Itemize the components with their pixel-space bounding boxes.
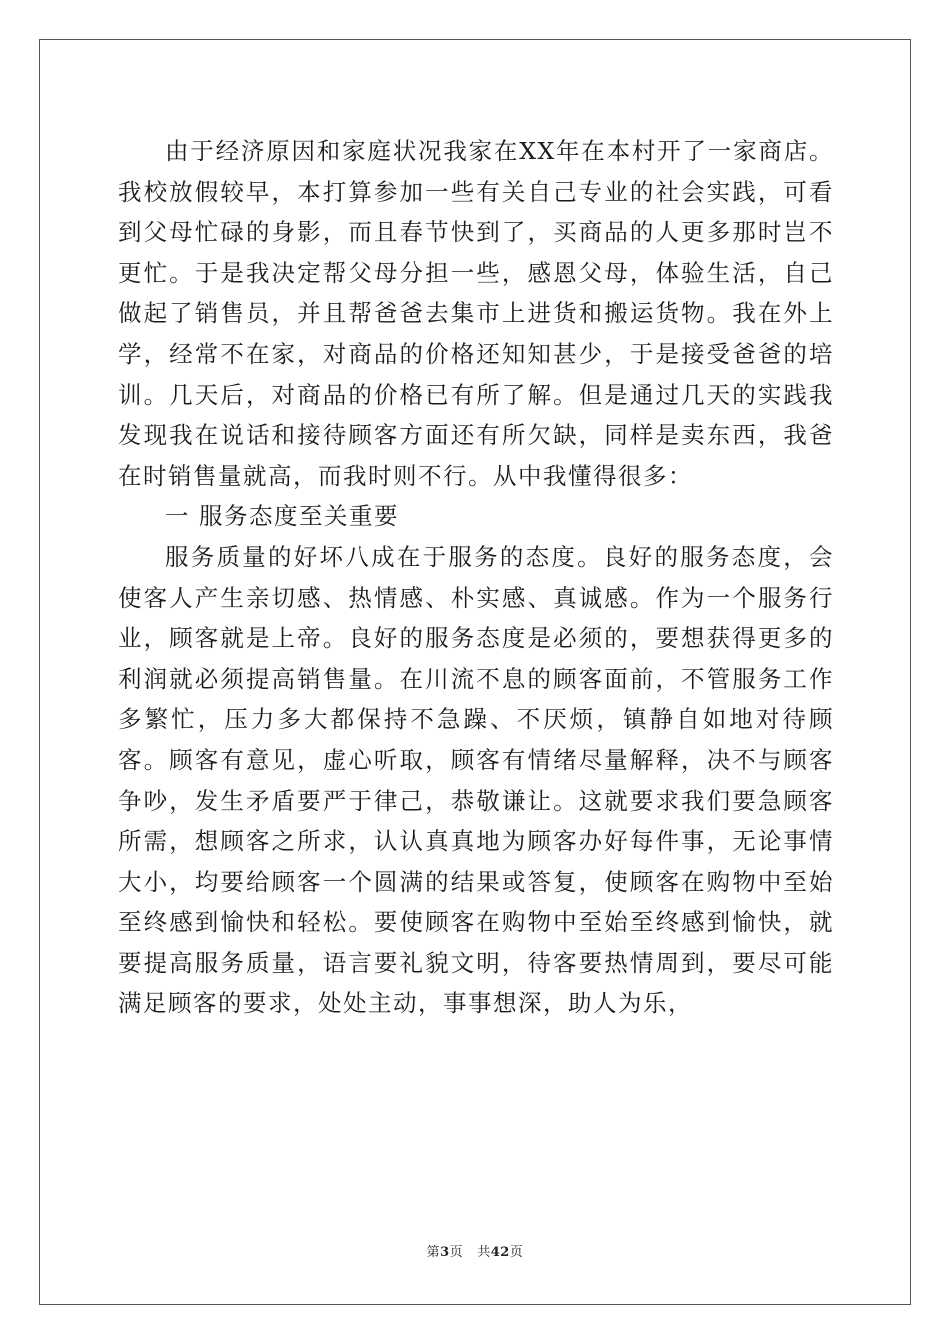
paragraph-intro: 由于经济原因和家庭状况我家在XX年在本村开了一家商店。我校放假较早，本打算参加一些有关自己专业的社会实践，可看到父母忙碌的身影，而且春节快到了，买商品的人更多那时岂不更忙。于是我决定帮父母分担一些，感恩父母，体验生活，自己做起了销售员，并且帮爸爸去集市上进货和搬运货物。我在外上学，经常不在家，对商品的价格还知知甚少，于是接受爸爸的培训。几天后，对商品的价格已有所了解。但是通过几天的实践我发现我在说话和接待顾客方面还有所欠缺，同样是卖东西，我爸在时销售量就高，而我时则不行。从中我懂得很多： <box>118 137 834 490</box>
page-total: 42 <box>490 1245 510 1260</box>
document-body <box>118 131 834 1024</box>
total-unit: 页 <box>509 1245 524 1260</box>
page-footer <box>0 1245 950 1261</box>
total-prefix: 共 <box>477 1245 491 1260</box>
page-prefix: 第 <box>426 1245 441 1260</box>
section-heading: 一 服务态度至关重要 <box>165 502 399 531</box>
paragraph-service-attitude: 服务质量的好坏八成在于服务的态度。良好的服务态度，会使客人产生亲切感、热情感、朴实感、真诚感。作为一个服务行业，顾客就是上帝。良好的服务态度是必须的，要想获得更多的利润就必须提高销售量。在川流不息的顾客面前，不管服务工作多繁忙，压力多大都保持不急躁、不厌烦，镇静自如地对待顾客。顾客有意见，虚心听取，顾客有情绪尽量解释，决不与顾客争吵，发生矛盾要严于律己，恭敬谦让。这就要求我们要急顾客所需，想顾客之所求，认认真真地为顾客办好每件事，无论事情大小，均要给顾客一个圆满的结果或答复，使顾客在购物中至始至终感到愉快和轻松。要使顾客在购物中至始至终感到愉快，就要提高服务质量，语言要礼貌文明，待客要热情周到，要尽可能满足顾客的要求，处处主动，事事想深，助人为乐， <box>118 542 834 1018</box>
page-current: 3 <box>440 1245 450 1260</box>
page-unit: 页 <box>449 1245 464 1260</box>
